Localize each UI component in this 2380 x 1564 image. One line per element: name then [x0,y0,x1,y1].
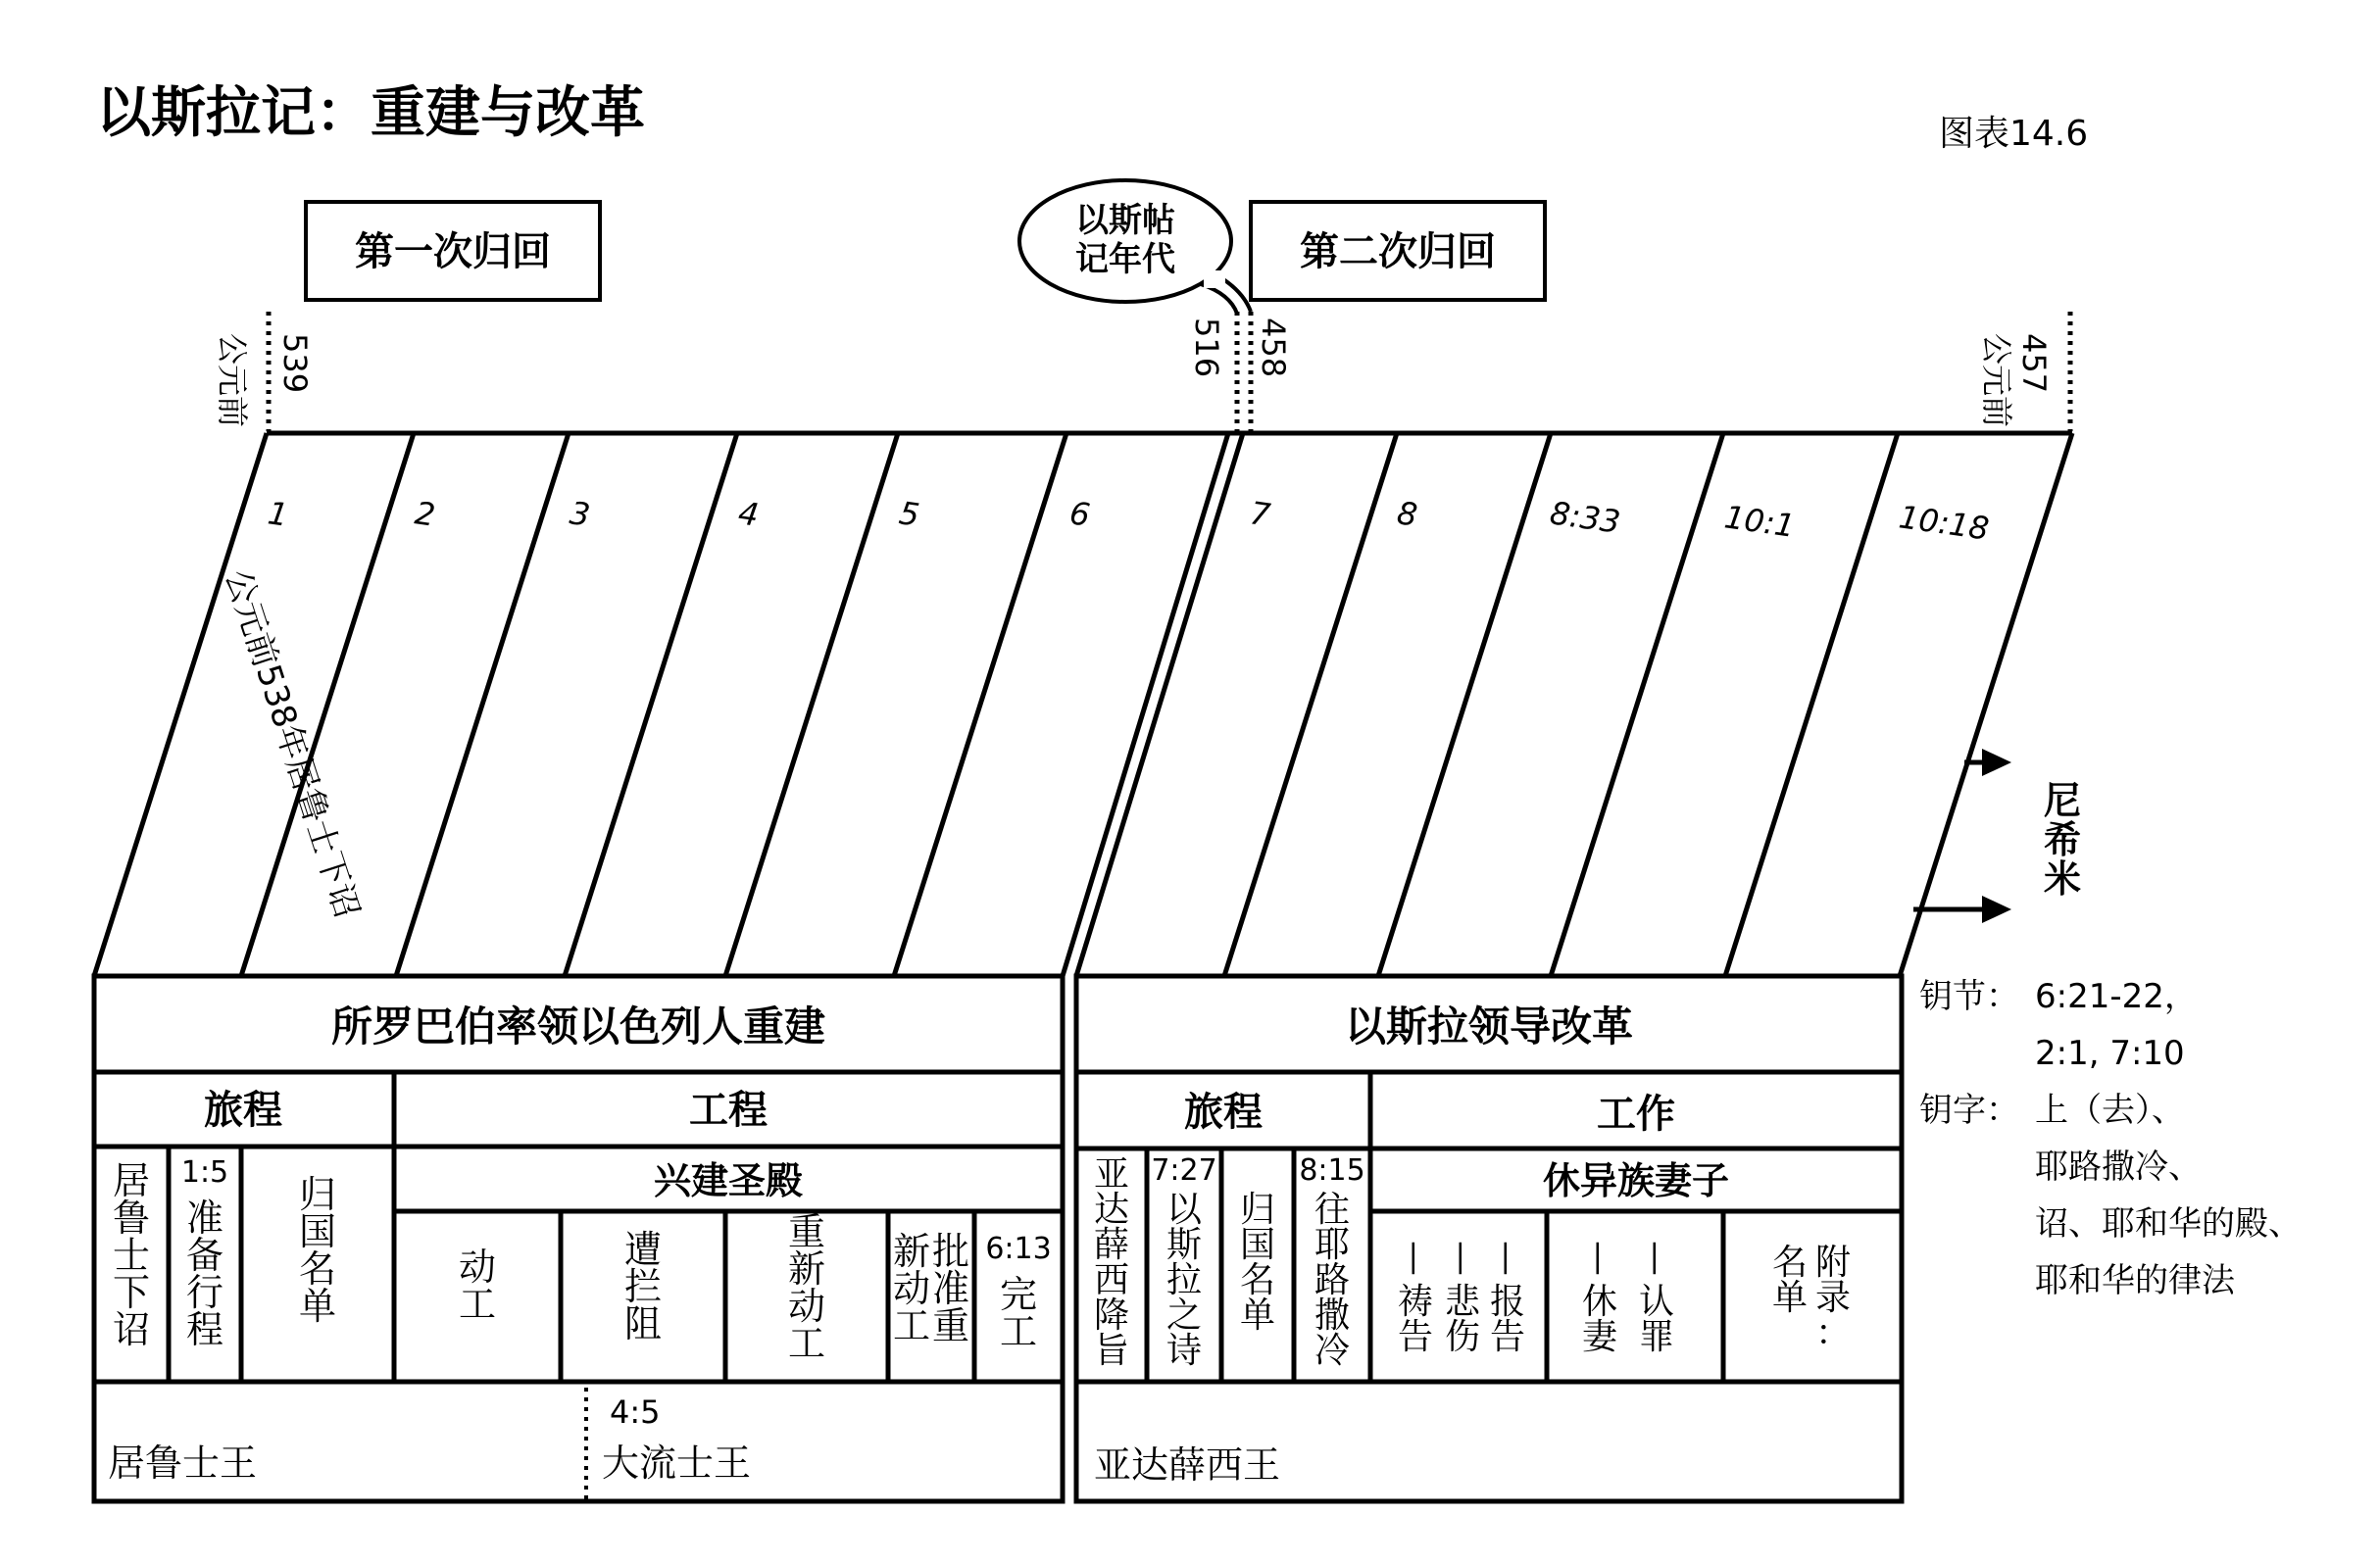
right-poem-col [1151,1153,1216,1371]
left-list-col [299,1173,336,1328]
svg-text:斯: 斯 [1165,1225,1203,1265]
svg-text:—: — [1487,1241,1527,1276]
svg-text:国: 国 [1239,1225,1276,1265]
svg-text:单: 单 [1239,1295,1276,1336]
svg-text:耶: 耶 [1314,1225,1351,1265]
svg-text:告: 告 [1397,1317,1434,1357]
chart-title: 以斯拉记：重建与改革 [96,81,645,145]
svg-text:归: 归 [298,1173,337,1216]
chapter-6: 6 [1066,494,1093,534]
left-header: 所罗巴伯率领以色列人重建 [330,1002,826,1051]
svg-text:冷: 冷 [1314,1331,1351,1371]
svg-text:亚: 亚 [1093,1154,1130,1195]
chapter-10-1: 10:1 [1721,498,1798,545]
svg-text:程: 程 [185,1308,224,1351]
chapter-1: 1 [265,494,291,534]
left-restart-col [788,1210,825,1365]
svg-text:：: ： [1814,1313,1852,1353]
svg-text:鲁: 鲁 [112,1197,151,1240]
svg-text:工: 工 [458,1283,497,1326]
svg-text:—: — [1579,1241,1619,1276]
key-words-2: 耶路撒冷、 [2035,1148,2202,1187]
svg-text:准: 准 [931,1267,970,1310]
date-539-bc: 公元前 [214,333,251,428]
chapter-10-18: 10:18 [1896,498,1992,548]
right-header: 以斯拉领导改革 [1344,1002,1634,1051]
svg-text:动: 动 [458,1246,497,1289]
chapter-7: 7 [1247,494,1273,534]
svg-text:罪: 罪 [1638,1317,1675,1357]
svg-text:士: 士 [112,1234,151,1277]
date-markers [269,312,2070,431]
temple-building: 兴建圣殿 [653,1159,804,1202]
svg-text:降: 降 [1093,1295,1130,1336]
key-verses-1: 6:21-22， [2035,977,2198,1016]
king-darius-ref: 4:5 [610,1393,661,1431]
svg-text:单: 单 [298,1285,337,1328]
chapter-3: 3 [567,494,593,534]
nehemiah-char-3: 米 [2043,857,2082,901]
svg-text:备: 备 [185,1234,224,1277]
svg-text:诗: 诗 [1165,1331,1203,1371]
chapter-5: 5 [896,494,922,534]
chapter-8-33: 8:33 [1547,494,1623,541]
svg-text:工: 工 [787,1322,826,1365]
svg-text:国: 国 [298,1210,337,1253]
svg-text:8:15: 8:15 [1299,1153,1365,1188]
decree-note: 公元前538年居鲁士下诏 [217,564,368,923]
right-decree-col [1094,1154,1129,1371]
svg-text:7:27: 7:27 [1151,1153,1217,1188]
svg-text:达: 达 [1093,1190,1130,1230]
svg-text:路: 路 [1314,1260,1351,1300]
svg-text:阻: 阻 [623,1302,663,1345]
svg-text:批: 批 [931,1230,970,1273]
svg-text:告: 告 [1489,1317,1526,1357]
date-516: 516 [1188,318,1225,378]
svg-text:1:5: 1:5 [180,1155,229,1190]
svg-text:居: 居 [112,1159,151,1202]
left-decree-col [113,1159,150,1351]
svg-text:下: 下 [112,1271,151,1314]
svg-text:行: 行 [185,1271,224,1314]
svg-text:之: 之 [1165,1295,1203,1336]
svg-text:—: — [1636,1241,1676,1276]
svg-text:重: 重 [931,1304,970,1347]
svg-text:伤: 伤 [1444,1317,1481,1357]
svg-text:名: 名 [1239,1260,1276,1300]
key-words-3: 诏、耶和华的殿、 [2035,1204,2302,1244]
svg-text:准: 准 [185,1197,224,1240]
svg-text:新: 新 [787,1247,826,1291]
right-work: 工作 [1597,1092,1675,1137]
key-words-1: 上（去）、 [2035,1091,2185,1130]
svg-text:动: 动 [787,1285,826,1328]
svg-text:附: 附 [1814,1243,1852,1283]
svg-text:—: — [1395,1241,1435,1276]
svg-text:6:13: 6:13 [985,1232,1052,1266]
king-artaxerxes: 亚达薛西王 [1094,1443,1281,1487]
svg-text:归: 归 [1239,1190,1276,1230]
chapter-2: 2 [412,494,438,534]
svg-text:—: — [1442,1241,1482,1276]
esther-line-2: 记年代 [1075,240,1175,279]
date-457-bc: 公元前 [1978,333,2015,428]
second-return-label: 第二次归回 [1300,229,1496,274]
foreign-wives: 休异族妻子 [1542,1159,1730,1202]
right-list-col [1240,1190,1275,1336]
key-words-4: 耶和华的律法 [2035,1261,2235,1300]
key-verses-label: 钥节： [1919,977,2019,1016]
svg-text:以: 以 [1165,1190,1203,1230]
chapter-4: 4 [735,494,762,534]
left-start-col [459,1246,496,1326]
left-journey: 旅程 [204,1088,282,1133]
left-project: 工程 [689,1088,768,1133]
key-words-label: 钥字： [1919,1091,2019,1130]
svg-text:拦: 拦 [623,1265,663,1308]
left-prep-col [181,1155,228,1351]
svg-text:妻: 妻 [1581,1317,1618,1357]
svg-text:遭: 遭 [623,1228,663,1271]
svg-text:名: 名 [298,1247,337,1291]
right-journey: 旅程 [1184,1090,1263,1135]
right-appendix-group [1772,1243,1851,1353]
svg-text:往: 往 [1314,1190,1351,1230]
left-approve-col [893,1230,969,1347]
svg-text:休: 休 [1581,1282,1618,1322]
right-go-col [1299,1153,1364,1371]
first-return-label: 第一次归回 [355,229,551,274]
figure-label: 图表14.6 [1939,114,2089,154]
svg-text:旨: 旨 [1093,1331,1130,1371]
svg-text:诏: 诏 [112,1308,151,1351]
svg-text:新: 新 [892,1230,931,1273]
svg-text:重: 重 [787,1210,826,1253]
svg-text:单: 单 [1771,1278,1809,1318]
svg-text:录: 录 [1814,1278,1852,1318]
left-oppose-col [624,1228,662,1345]
king-darius: 大流士王 [602,1442,752,1485]
svg-text:撒: 撒 [1314,1295,1351,1336]
esther-bubble [1019,180,1251,314]
date-457: 457 [2015,333,2053,394]
svg-text:薛: 薛 [1093,1225,1130,1265]
left-finish-col [985,1232,1051,1353]
date-458: 458 [1255,318,1292,378]
svg-text:名: 名 [1771,1243,1809,1283]
svg-text:报: 报 [1489,1282,1526,1322]
nehemiah-char-2: 希 [2043,818,2082,861]
svg-text:完: 完 [999,1273,1038,1316]
king-cyrus: 居鲁士王 [108,1442,258,1485]
svg-text:拉: 拉 [1165,1260,1203,1300]
right-divorce-group [1579,1241,1676,1357]
svg-text:西: 西 [1093,1260,1130,1300]
svg-text:认: 认 [1638,1282,1675,1322]
svg-text:动: 动 [892,1267,931,1310]
svg-text:工: 工 [892,1304,931,1347]
chapter-8: 8 [1394,494,1420,534]
date-539: 539 [276,333,314,394]
esther-line-1: 以斯帖 [1075,201,1175,240]
key-verses-2: 2:1, 7:10 [2035,1034,2185,1073]
svg-text:工: 工 [999,1310,1038,1353]
nehemiah-char-1: 尼 [2043,779,2082,822]
svg-text:悲: 悲 [1444,1282,1481,1322]
right-pray-group [1395,1241,1527,1357]
svg-text:祷: 祷 [1397,1282,1434,1322]
